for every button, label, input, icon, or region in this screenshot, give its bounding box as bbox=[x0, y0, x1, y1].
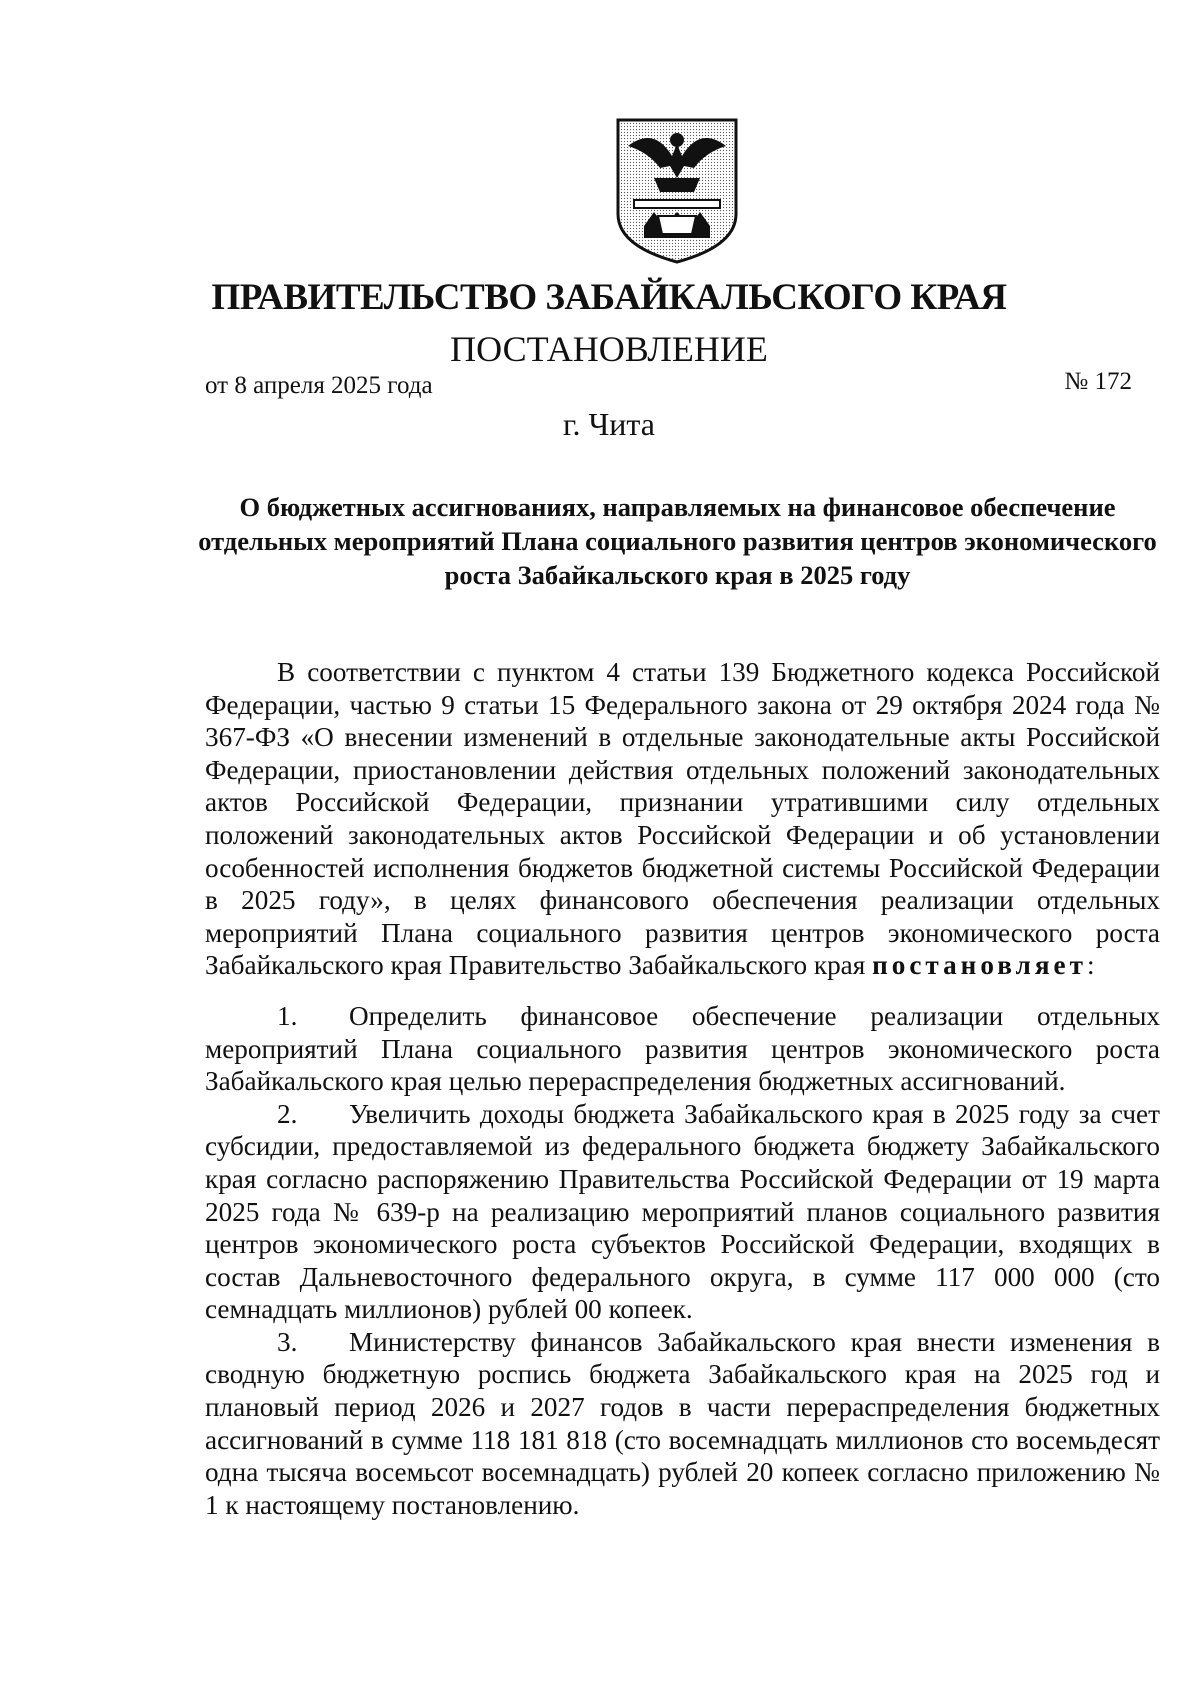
item-number: 3. bbox=[277, 1326, 298, 1357]
item-text: Министерству финансов Забайкальского края внести изменения в сводную бюджетную роспись бюджета Забайкальского края на 2025 год и плановый период 2026 и 2027 годов в части перераспределения бюджетных ассигнований в сумме 118 181 818 (сто восемнадцать миллионов сто восемьдесят одна тысяча восемьсот восемнадцать) рублей 20 копеек согласно приложению № 1 к настоящему постановлению. bbox=[205, 1326, 1160, 1520]
item-number: 2. bbox=[277, 1098, 298, 1129]
document-type: ПОСТАНОВЛЕНИЕ bbox=[450, 329, 768, 369]
item-text: Определить финансовое обеспечение реализации отдельных мероприятий Плана социального развития центров экономического роста Забайкальского края целью перераспределения бюджетных ассигнований. bbox=[205, 1000, 1160, 1097]
document-subject: О бюджетных ассигнованиях, направляемых на финансовое обеспечение отдельных мероприятий Плана социального развития центров экономического роста Забайкальского края в 2025 году bbox=[198, 492, 1157, 590]
government-title: ПРАВИТЕЛЬСТВО ЗАБАЙКАЛЬСКОГО КРАЯ bbox=[211, 277, 1007, 318]
item-3 bbox=[205, 1326, 1160, 1522]
preamble-paragraph bbox=[205, 656, 1160, 982]
decree-word: постановляет bbox=[872, 950, 1087, 981]
document-number: № 172 bbox=[1064, 368, 1132, 395]
preamble-colon: : bbox=[1086, 950, 1095, 981]
item-1 bbox=[205, 1000, 1160, 1098]
coat-of-arms-icon bbox=[614, 116, 740, 264]
item-text: Увеличить доходы бюджета Забайкальского края в 2025 году за счет субсидии, предоставляемой из федерального бюджета бюджету Забайкальского края согласно распоряжению Правительства Российской Федерации от 19 марта 2025 года № 639-р на реализацию мероприятий планов социального развития центров экономического роста субъектов Российской Федерации, входящих в состав Дальневосточного федерального округа, в сумме 117 000 000 (сто семнадцать миллионов) рублей 00 копеек. bbox=[205, 1098, 1160, 1325]
item-2 bbox=[205, 1098, 1160, 1326]
document-body bbox=[205, 656, 1160, 1521]
document-city: г. Чита bbox=[562, 406, 655, 442]
document-date: от 8 апреля 2025 года bbox=[205, 372, 433, 399]
preamble-text: В соответствии с пунктом 4 статьи 139 Бюджетного кодекса Российской Федерации, частью 9 статьи 15 Федерального закона от 29 октября 2024 года № 367-ФЗ «О внесении изменений в отдельные законодательные акты Российской Федерации, приостановлении действия отдельных положений законодательных актов Российской Федерации, признании утратившими силу отдельных положений законодательных актов Российской Федерации и об установлении особенностей исполнения бюджетов бюджетной системы Российской Федерации в 2025 году», в целях финансового обеспечения реализации отдельных мероприятий Плана социального развития центров экономического роста Забайкальского края Правительство Забайкальского края bbox=[205, 657, 1160, 981]
item-number: 1. bbox=[277, 1000, 298, 1031]
